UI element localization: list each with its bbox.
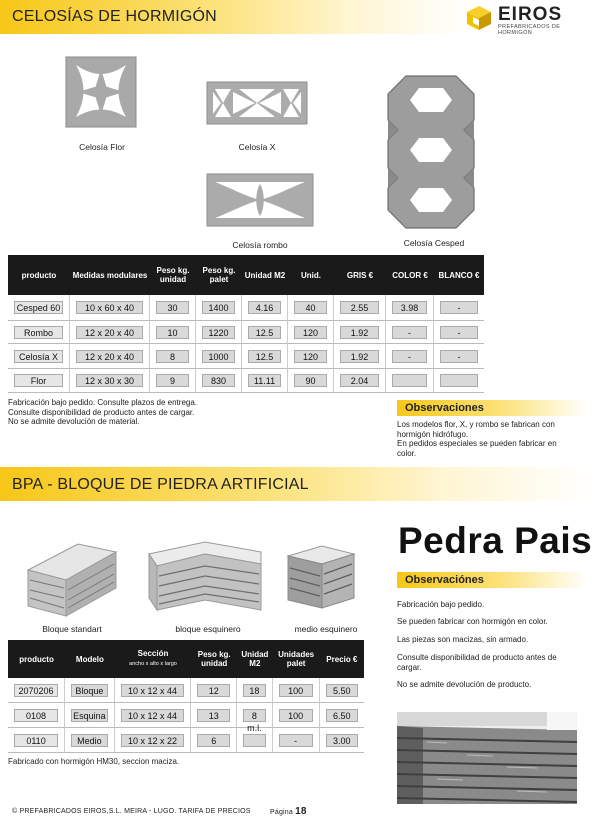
header-medidas: Medidas modulares xyxy=(70,255,150,295)
notes-celosias xyxy=(8,398,308,427)
table-cell: 12.5 xyxy=(248,326,281,339)
header-unidad-m2: Unidad M2 xyxy=(237,640,272,678)
note-line: No se admite devolución de material. xyxy=(8,417,140,427)
table-cell: Celosía X xyxy=(14,350,63,363)
table-cell: Cesped 60 xyxy=(14,301,63,314)
section-banner-bpa xyxy=(0,467,596,501)
header-peso-palet: Peso kg. palet xyxy=(196,255,242,295)
table-row xyxy=(8,703,364,728)
stone-wall-photo xyxy=(397,712,577,804)
celosia-x-image xyxy=(205,78,309,128)
table-cell xyxy=(392,374,427,387)
table-cell: 10 x 12 x 22 xyxy=(121,734,184,747)
obs-line: Consulte disponibilidad de producto antes de cargar. xyxy=(397,653,557,672)
table-cell: 5.50 xyxy=(326,684,358,697)
medio-esquinero-image xyxy=(284,542,358,614)
notes-bloque: Fabricado con hormigón HM30, seccion maciza. xyxy=(8,757,180,766)
header-producto: producto xyxy=(8,255,70,295)
table-cell: 0108 xyxy=(14,709,58,722)
bloque-standart-image xyxy=(24,540,120,620)
company-logo xyxy=(466,4,592,34)
table-cell: 10 x 12 x 44 xyxy=(121,709,184,722)
caption-flor: Celosía Flor xyxy=(79,142,125,152)
obs-line: No se admite devolución de producto. xyxy=(397,680,532,689)
header-seccion-sub: ancho x alto x largo xyxy=(129,661,177,667)
table-row xyxy=(8,728,364,753)
header-modelo: Modelo xyxy=(65,640,115,678)
table-cell: 9 xyxy=(156,374,189,387)
header-gris: GRIS € xyxy=(334,255,386,295)
table-cell: 40 xyxy=(294,301,327,314)
table-cell: Flor xyxy=(14,374,63,387)
table-cell: 1.92 xyxy=(340,350,379,363)
table-cell: 12.5 xyxy=(248,350,281,363)
table-cell: - xyxy=(279,734,313,747)
table-cell: 12 x 20 x 40 xyxy=(76,326,143,339)
table-cell: 13 xyxy=(197,709,230,722)
table-cell: 10 xyxy=(156,326,189,339)
table-cell: 10 x 12 x 44 xyxy=(121,684,184,697)
table-cell: 1000 xyxy=(202,350,235,363)
celosia-flor-image xyxy=(64,55,138,129)
table-cell: - xyxy=(392,350,427,363)
table-cell: - xyxy=(440,350,478,363)
table-cell: 3.98 xyxy=(392,301,427,314)
observaciones-text xyxy=(397,600,577,690)
caption-rombo: Celosía rombo xyxy=(232,240,288,250)
table-header-row xyxy=(8,255,484,295)
caption-medio-esquinero: medio esquinero xyxy=(294,624,358,634)
bloque-price-table xyxy=(8,640,364,753)
table-header-row xyxy=(8,640,364,678)
table-cell: 2070206 xyxy=(14,684,58,697)
observaciones-heading: Observaciones xyxy=(397,400,587,416)
section-banner-celosias xyxy=(0,0,470,34)
table-cell: 3.00 xyxy=(326,734,358,747)
table-cell: 6.50 xyxy=(326,709,358,722)
caption-bloque-esquinero: bloque esquinero xyxy=(175,624,241,634)
obs-line: Las piezas son macizas, sin armado. xyxy=(397,635,529,644)
header-unid: Unid. xyxy=(288,255,334,295)
table-cell xyxy=(440,374,478,387)
table-cell: 8 m.l. xyxy=(243,709,265,722)
note-line: Fabricación bajo pedido. Consulte plazos de entrega. xyxy=(8,398,198,407)
caption-cesped: Celosía Cesped xyxy=(403,238,465,248)
header-seccion-label: Sección xyxy=(137,649,169,658)
table-cell: 0110 xyxy=(14,734,58,747)
section-title: BPA - BLOQUE DE PIEDRA ARTIFICIAL xyxy=(12,476,309,493)
obs-line: Se pueden fabricar con hormigón en color. xyxy=(397,617,548,626)
header-unidades-palet: Unidades palet xyxy=(273,640,320,678)
table-row xyxy=(8,344,484,369)
table-cell: 100 xyxy=(279,684,313,697)
table-cell: Bloque xyxy=(71,684,108,697)
table-cell: 12 xyxy=(197,684,230,697)
header-color: COLOR € xyxy=(386,255,434,295)
header-unidad-m2: Unidad M2 xyxy=(242,255,288,295)
observaciones-heading: Observaciónes xyxy=(397,572,587,588)
celosias-price-table xyxy=(8,255,484,393)
table-cell: 1220 xyxy=(202,326,235,339)
celosia-cesped-image xyxy=(384,72,478,232)
table-cell: Rombo xyxy=(14,326,63,339)
note-line: Consulte disponibilidad de producto antes de cargar. xyxy=(8,407,195,417)
celosia-rombo-image xyxy=(205,170,315,230)
header-peso-unidad: Peso kg. unidad xyxy=(150,255,196,295)
table-cell: 1400 xyxy=(202,301,235,314)
caption-bloque-standart: Bloque standart xyxy=(42,624,102,634)
table-cell: Medio xyxy=(71,734,108,747)
logo-subtitle: PREFABRICADOS DE HORMIGÓN xyxy=(498,24,561,36)
obs-line: Fabricación bajo pedido. xyxy=(397,600,485,609)
page-number-value: 18 xyxy=(295,806,307,817)
bloque-esquinero-image xyxy=(145,538,265,618)
table-cell: Esquina xyxy=(71,709,108,722)
table-cell: 2.04 xyxy=(340,374,379,387)
table-cell: 1.92 xyxy=(340,326,379,339)
table-cell: 6 xyxy=(197,734,230,747)
product-line-title: Pedra Pais xyxy=(398,520,593,561)
page-label: Página xyxy=(270,809,293,816)
table-cell: - xyxy=(392,326,427,339)
table-cell: 8 xyxy=(156,350,189,363)
page-number xyxy=(270,806,307,817)
logo-cube-icon xyxy=(466,5,492,31)
table-cell: 10 x 60 x 40 xyxy=(76,301,143,314)
table-cell: 120 xyxy=(294,350,327,363)
obs-line: Los modelos flor, X, y rombo se fabrican con hormigón hidrófugo. xyxy=(397,420,555,439)
table-cell: 100 xyxy=(279,709,313,722)
logo-name: EIROS xyxy=(498,4,563,25)
table-cell: 90 xyxy=(294,374,327,387)
table-cell: - xyxy=(440,301,478,314)
header-seccion xyxy=(115,640,191,678)
footer-copyright: © PREFABRICADOS EIROS,S.L. MEIRA - LUGO. TARIFA DE PRECIOS xyxy=(12,808,251,815)
table-cell: 830 xyxy=(202,374,235,387)
observaciones-text xyxy=(397,420,577,458)
table-cell: 4.16 xyxy=(248,301,281,314)
section-title: CELOSÍAS DE HORMIGÓN xyxy=(12,8,217,25)
table-cell: - xyxy=(440,326,478,339)
table-cell: 12 x 20 x 40 xyxy=(76,350,143,363)
table-row xyxy=(8,369,484,393)
table-row xyxy=(8,295,484,321)
caption-x: Celosía X xyxy=(238,142,276,152)
table-row xyxy=(8,678,364,703)
table-cell xyxy=(243,734,265,747)
table-cell: 2.55 xyxy=(340,301,379,314)
table-cell: 11.11 xyxy=(248,374,281,387)
header-producto: producto xyxy=(8,640,65,678)
table-cell: 120 xyxy=(294,326,327,339)
table-cell: 18 xyxy=(243,684,265,697)
header-precio: Precio € xyxy=(320,640,364,678)
header-peso-unidad: Peso kg. unidad xyxy=(191,640,237,678)
page-footer xyxy=(12,806,307,817)
table-cell: 12 x 30 x 30 xyxy=(76,374,143,387)
table-cell: 30 xyxy=(156,301,189,314)
table-row xyxy=(8,321,484,344)
obs-line: En pedidos especiales se pueden fabricar en color. xyxy=(397,439,557,458)
header-blanco: BLANCO € xyxy=(434,255,484,295)
